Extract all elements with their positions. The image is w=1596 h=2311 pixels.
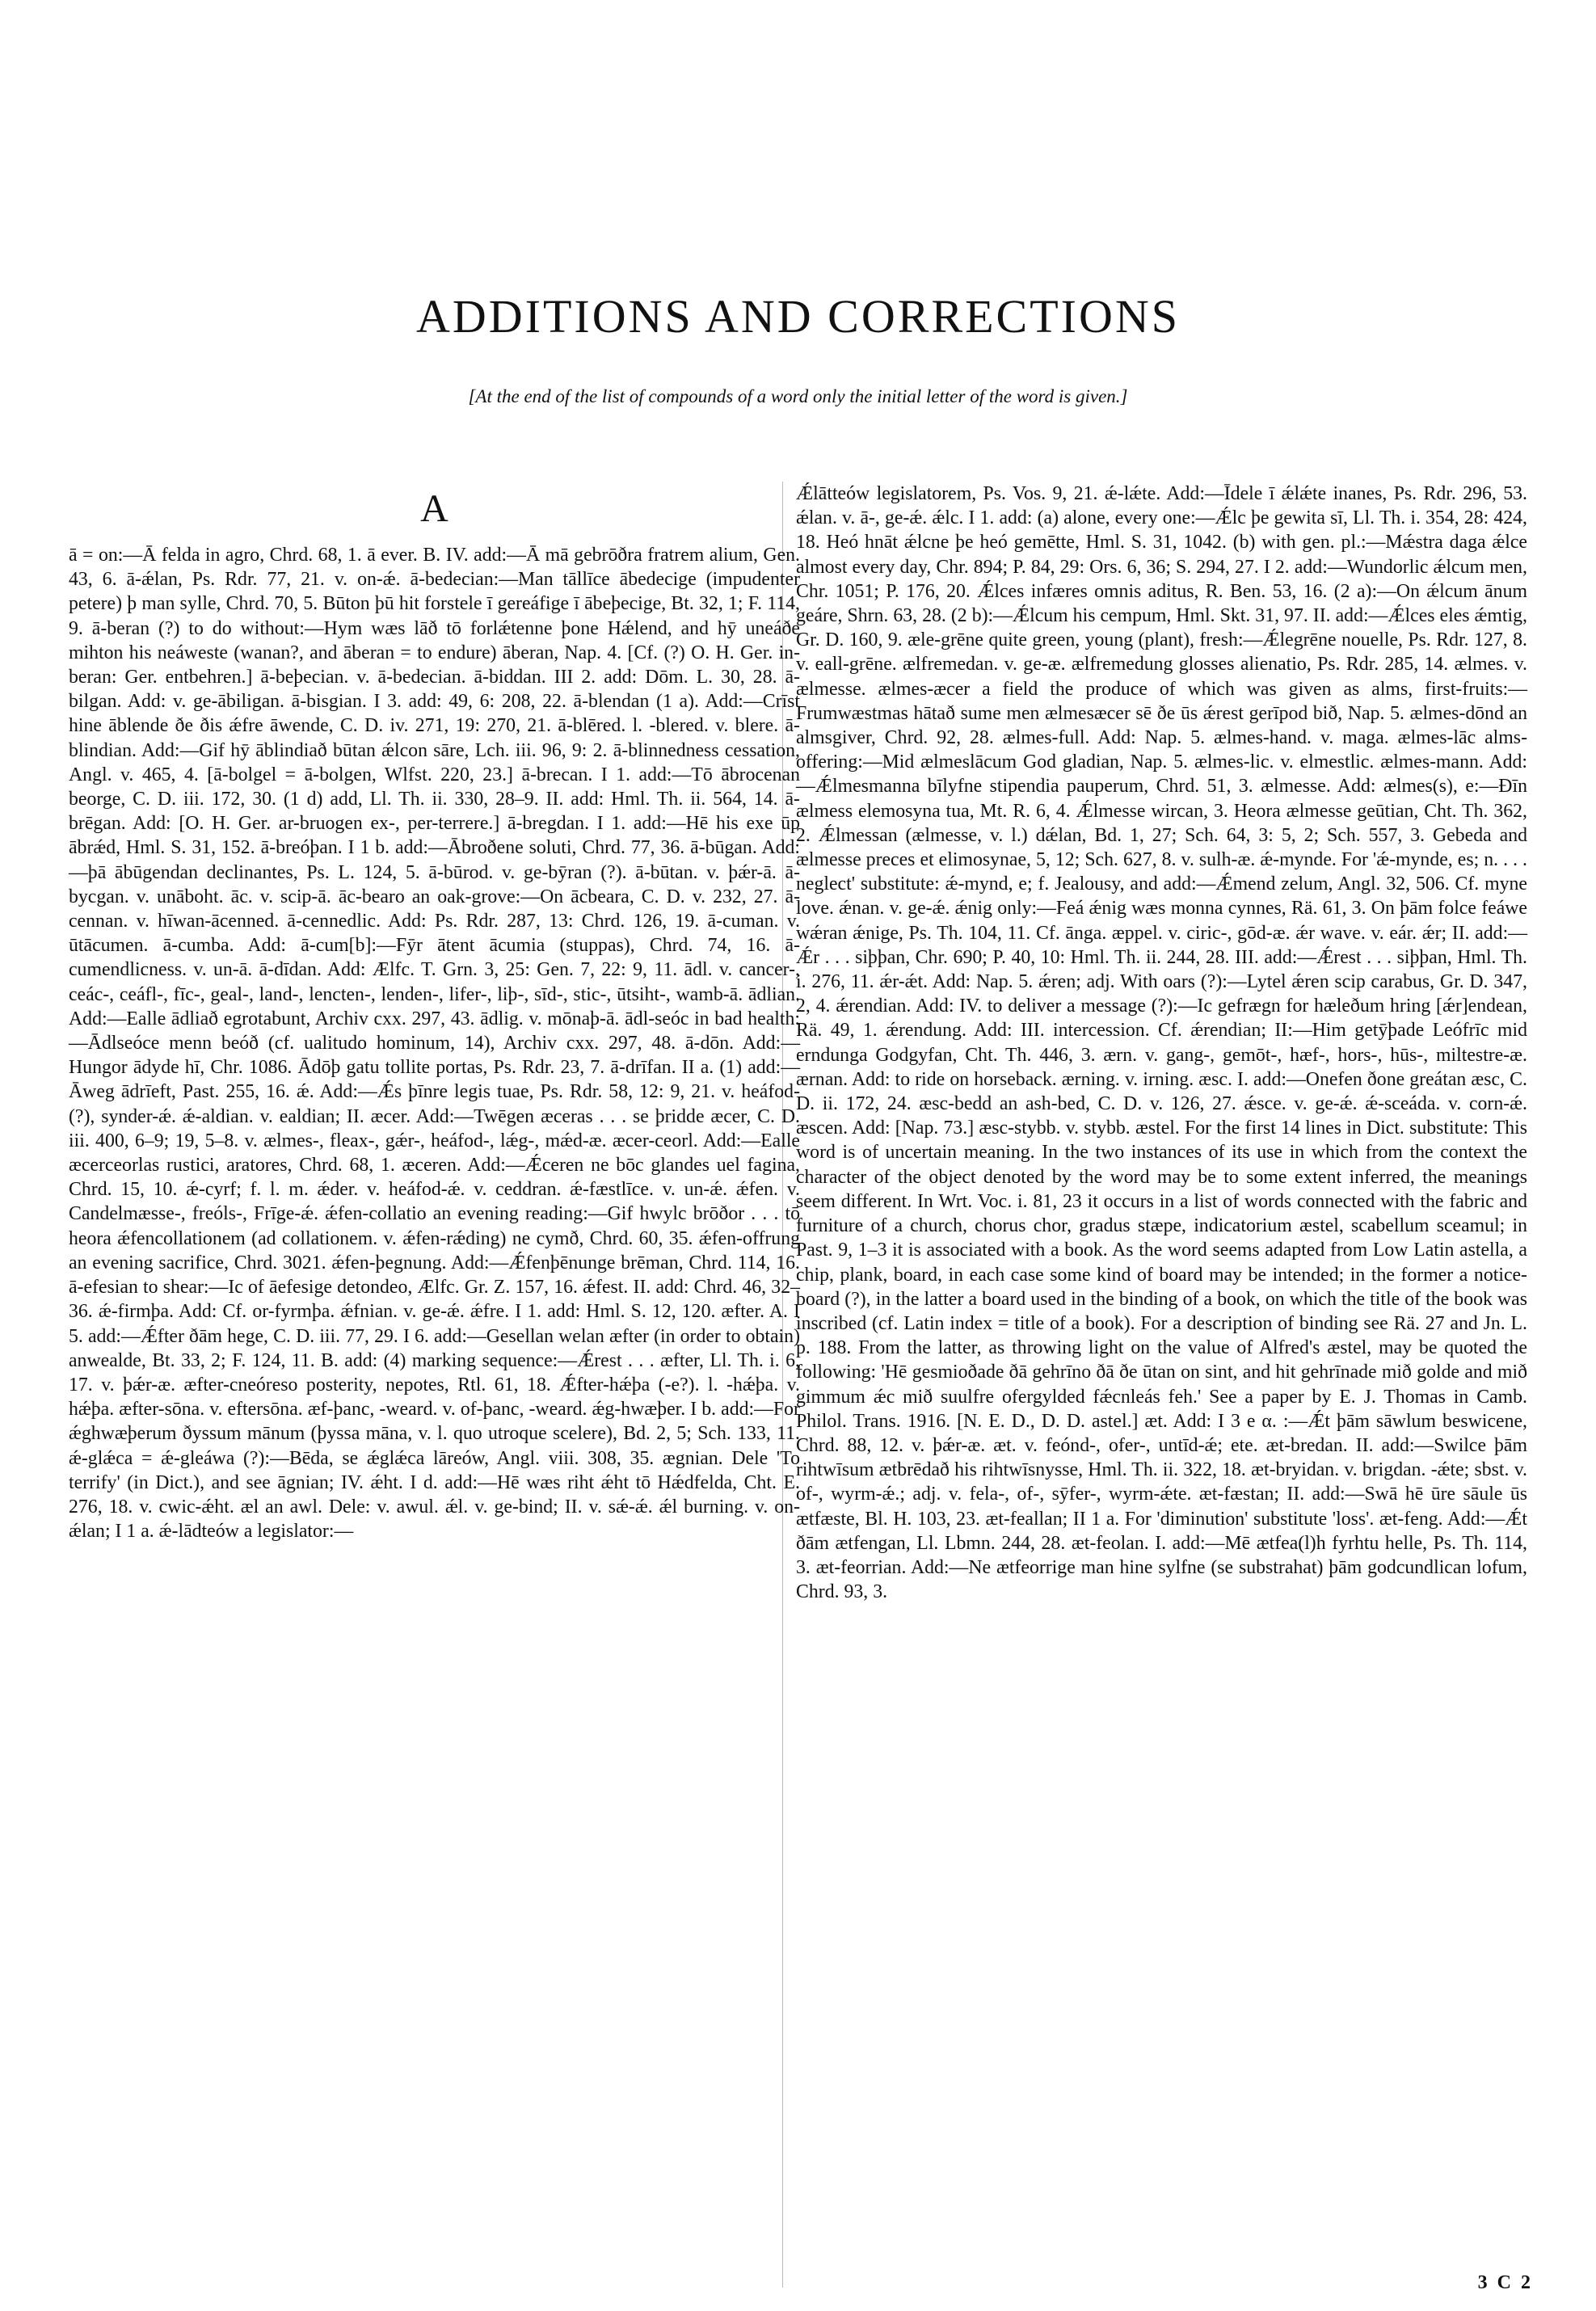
signature-mark: 3 C 2 (1477, 2272, 1533, 2293)
left-column (69, 482, 800, 1543)
section-letter: A (420, 487, 448, 530)
page-title: ADDITIONS AND CORRECTIONS (415, 290, 1181, 343)
right-column-text: Ǽlātteów legislatorem, Ps. Vos. 9, 21. ǽ-lǽte. Add:—Īdele ī ǽlǽte inanes, Ps. Rdr. 296, 53. ǽlan. v. ā-, ge-ǽ. ǽlc. I 1. add: (a) alone, every one:—Ǽlc þe gewita sī, Ll. Th. i. 354, 28: 424, 18. Heó hnāt ǽlcne þe heó gemētte, Hml. S. 31, 1042. (b) with gen. pl.:—Mǽstra daga ǽlce almost every day, Chr. 894; P. 84, 29: Ors. 6, 36; S. 294, 27. I 2. add:—Wundorlic ǽlcum men, Chr. 1051; P. 176, 20. Ǽlces infæres omnis aditus, R. Ben. 53, 16. (2 a):—On ǽlcum ānum geáre, Shrn. 63, 28. (2 b):—Ǽlcum his cempum, Hml. Skt. 31, 97. II. add:—Ǽlces eles ǽmtig, Gr. D. 160, 9. æle-grēne quite green, young (plant), fresh:—Ǽlegrēne nouelle, Ps. Rdr. 127, 8. v. eall-grēne. ælfremedan. v. ge-æ. ælfremedung glosses alienatio, Ps. Rdr. 285, 14. ælmes. v. ælmesse. ælmes-æcer a field the produce of which was given as alms, first-fruits:—Frumwæstmas hātað sume men ælmesæcer sē ðe ūs ǽrest gerīpod bið, Nap. 5. ælmes-dōnd an almsgiver, Chrd. 92, 28. ælmes-full. Add: Nap. 5. ælmes-hand. v. maga. ælmes-lāc alms-offering:—Mid ælmeslācum God gladian, Nap. 5. ælmes-lic. v. elmestlic. ælmes-mann. Add:—Ǽlmesmanna bīlyfne stipendia pauperum, Chrd. 51, 3. ælmesse. Add: ælmes(s), e:—Ðīn ælmess elemosyna tua, Mt. R. 6, 4. Ǽlmesse wircan, 3. Heora ælmesse geūtian, Cht. Th. 362, 2. Ǽlmessan (ælmesse, v. l.) dǽlan, Bd. 1, 27; Sch. 64, 3: 5, 2; Sch. 557, 3. Gebeda and ælmesse preces et elimosynae, 5, 12; Sch. 627, 8. v. sulh-æ. ǽ-mynde. For 'ǽ-mynde, es; n. . . . neglect' substitute: ǽ-mynd, e; f. Jealousy, and add:—Ǽmend zelum, Angl. 32, 506. Cf. myne love. ǽnan. v. ge-ǽ. ǽnig only:—Feá ǽnig wæs monna cynnes, Rä. 61, 3. On þām folce feáwe wǽran ǽnige, Ps. Th. 104, 11. Cf. ānga. æppel. v. ciric-, gōd-æ. ǽr wave. v. eár. ǽr; II. add:—Ǽr . . . siþþan, Chr. 690; P. 40, 10: Hml. Th. ii. 244, 28. III. add:—Ǽrest . . . siþþan, Hml. Th. i. 276, 11. ǽr-ǽt. Add: Nap. 5. ǽren; adj. With oars (?):—Lytel ǽren scip carabus, Gr. D. 347, 2, 4. ǽrendian. Add: IV. to deliver a message (?):—Ic gefrægn for hæleðum hring [ǽr]endean, Rä. 49, 1. ǽrendung. Add: III. intercession. Cf. ǽrendian; II:—Him getȳþade Leófrīc mid erndunga Godgyfan, Cht. Th. 446, 3. ærn. v. gang-, gemōt-, hæf-, hors-, hūs-, miltestre-æ. ærnan. Add: to ride on horseback. ærning. v. irning. æsc. I. add:—Onefen ðone greátan æsc, C. D. ii. 172, 24. æsc-bedd an ash-bed, C. D. v. 126, 27. ǽsce. v. ge-ǽ. ǽ-sceáda. v. corn-ǽ. æscen. Add: [Nap. 73.] æsc-stybb. v. stybb. æstel. For the first 14 lines in Dict. substitute: This word is of uncertain meaning. In the two instances of its use in which from the context the character of the object denoted by the word may be to some extent inferred, the meanings seem different. In Wrt. Voc. i. 81, 23 it occurs in a list of words connected with the fabric and furniture of a church, chorus chor, gradus stæpe, indicatorium æstel, scabellum sceamul; in Past. 9, 1–3 it is associated with a book. As the word seems adapted from Low Latin astella, a chip, plank, board, in each case some kind of board may be intended; in the former a notice-board (?), in the latter a board used in the binding of a book, on which the title of the book was inscribed (cf. Latin index = title of a book). For a description of binding see Rä. 27 and Jn. L. p. 188. From the latter, as throwing light on the value of Alfred's æstel, may be quoted the following: 'Hē gesmioðade ðā gehrīno ðā ðe ūtan on sint, and hit gehrīnade mið golde and mið gimmum ǽc mið suulfre ofergylded fǽcnleás feh.' See a paper by E. J. Thomas in Camb. Philol. Trans. 1916. [N. E. D., D. D. astel.] æt. Add: I 3 e α. :—Ǽt þām sāwlum beswicene, Chrd. 88, 12. v. þǽr-æ. æt. v. feónd-, ofer-, untīd-ǽ; ete. æt-bredan. II. add:—Swilce þām rihtwīsum ætbrēdað his rihtwīsnysse, Hml. Th. ii. 322, 18. æt-bryidan. v. brigdan. -ǽte; sbst. v. of-, wyrm-ǽ.; adj. v. fela-, of-, sȳfer-, wyrm-ǽte. æt-fæstan; II. add:—Swā hē ūre sāule ūs ætfæste, Bl. H. 103, 23. æt-feallan; II 1 a. For 'diminution' substitute 'loss'. æt-feng. Add:—Ǽt ðām ætfengan, Ll. Lbmn. 244, 28. æt-feolan. I. add:—Mē ætfea(l)h fyrhtu helle, Ps. Th. 114, 3. æt-feorrian. Add:—Ne ætfeorrige man hine sylfne (se substrahat) þām godcundlican lofum, Chrd. 93, 3. (796, 483, 1527, 1603)
left-column-text: ā = on:—Ā felda in agro, Chrd. 68, 1. ā ever. B. IV. add:—Ā mā gebrōðra fratrem alium, Gen. 43, 6. ā-ǽlan, Ps. Rdr. 77, 21. v. on-ǽ. ā-bedecian:—Man tāllīce ābedecige (impudenter petere) þ man sylle, Chrd. 70, 5. Būton þū hit forstele ī gereáfige ī ābeþecige, Bt. 32, 1; F. 114, 9. ā-beran (?) to do without:—Hym wæs lāð tō forlǽtenne þone Hǽlend, and hȳ uneáðe mihton his neáweste (wanan?, and āberan = to endure) āberan, Nap. 4. [Cf. (?) O. H. Ger. in-beran: Ger. entbehren.] ā-beþecian. v. ā-bedecian. ā-biddan. III 2. add: Dōm. L. 30, 28. ā-bilgan. Add: v. ge-ābiligan. ā-bisgian. I 3. add: 49, 6: 208, 22. ā-blendan (1 a). Add:—Crīst hine āblende ðe ðis ǽfre āwende, C. D. iv. 271, 19: 270, 21. ā-blēred. l. -blered. v. blere. ā-blindian. Add:—Gif hȳ āblindiað būtan ǽlcon sāre, Lch. iii. 96, 9: 2. ā-blinnedness cessation, Angl. v. 465, 4. [ā-bolgel = ā-bolgen, Wlfst. 220, 23.] ā-brecan. I 1. add:—Tō ābrocenan beorge, C. D. iii. 172, 30. (1 d) add, Ll. Th. ii. 330, 28–9. II. add: Hml. Th. ii. 564, 14. ā-brēgan. Add: [O. H. Ger. ar-bruogen ex-, per-terrere.] ā-bregdan. I 1. add:—Hē his exe ūp ābrǽd, Hml. S. 31, 152. ā-breóþan. I 1 b. add:—Ābroðene soluti, Chrd. 77, 36. ā-būgan. Add:—þā ābūgendan declinantes, Ps. L. 124, 5. ā-būrod. v. ge-bȳran (?). ā-būtan. v. þǽr-ā. ā-bycgan. v. unāboht. āc. v. scip-ā. āc-bearo an oak-grove:—On ācbeara, C. D. v. 232, 27. ā-cennan. v. hīwan-ācenned. ā-cennedlic. Add: Ps. Rdr. 287, 13: Chrd. 126, 19. ā-cuman. v. ūtācumen. ā-cumba. Add: ā-cum[b]:—Fȳr ātent ācumia (stuppas), Chrd. 74, 16. ā-cumendlicness. v. un-ā. ā-dīdan. Add: Ælfc. T. Grn. 3, 25: Gen. 7, 22: 9, 11. ādl. v. cancer-, ceác-, ceáfl-, fīc-, geal-, land-, lencten-, lenden-, lifer-, liþ-, sīd-, stic-, ūtsiht-, wamb-ā. ādlian. Add:—Ealle ādliað egrotabunt, Archiv cxx. 297, 43. ādlig. v. mōnaþ-ā. ādl-seóc in bad health:—Ādlseóce menn beóð (cf. ualitudo hominum, 14), Archiv cxx. 297, 48. ā-dōn. Add:—Hungor ādyde hī, Chr. 1086. Ādōþ gatu tollite portas, Ps. Rdr. 23, 7. ā-drīfan. II a. (1) add:—Āweg ādrīeft, Past. 255, 16. ǽ. Add:—Ǽs þīnre legis tuae, Ps. Rdr. 58, 12: 9, 21. v. heáfod- (?), synder-ǽ. ǽ-aldian. v. ealdian; II. æcer. Add:—Twēgen æceras . . . se þridde æcer, C. D. iii. 400, 6–9; 19, 5–8. v. ælmes-, fleax-, gǽr-, heáfod-, lǽg-, mǽd-æ. æcer-ceorl. Add:—Ealle æcerceorlas rustici, aratores, Chrd. 68, 1. æceren. Add:—Ǽceren ne bōc glandes uel fagina, Chrd. 15, 10. ǽ-cyrf; f. l. m. ǽder. v. heáfod-ǽ. v. ceddran. ǽ-fæstlīce. v. un-ǽ. ǽfen. v. Candelmæsse-, freóls-, Frīge-ǽ. ǽfen-collatio an evening reading:—Gif hwylc brōðor . . . tō heora ǽfencollationem (ad collationem. v. ǽfen-rǽding) ne cymð, Chrd. 60, 35. ǽfen-offrung an evening sacrifice, Chrd. 3021. ǽfen-þegnung. Add:—Ǽfenþēnunge brēman, Chrd. 114, 16. ā-efesian to shear:—Ic of āefesige detondeo, Ælfc. Gr. Z. 157, 16. ǽfest. II. add: Chrd. 46, 32–36. ǽ-firmþa. Add: Cf. or-fyrmþa. ǽfnian. v. ge-ǽ. ǽfre. I 1. add: Hml. S. 12, 120. æfter. A. I 5. add:—Ǽfter ðām hege, C. D. iii. 77, 29. I 6. add:—Gesellan welan æfter (in order to obtain) anwealde, Bt. 33, 2; F. 124, 11. B. add: (4) marking sequence:—Ǽrest . . . æfter, Ll. Th. i. 6, 17. v. þǽr-æ. æfter-cneóreso posterity, nepotes, Rtl. 61, 18. Ǽfter-hǽþa (-e?). l. -hǽþa. v. hǽþa. æfter-sōna. v. eftersōna. æf-þanc, -weard. v. of-þanc, -weard. ǽg-hwæþer. I b. add:—For ǽghwæþerum ðyssum mānum (þyssa māna, v. l. quo utroque scelere), Bd. 2, 5; Sch. 133, 11. ǽ-glǽca = ǽ-gleáwa (?):—Bēda, se ǽglǽca lāreów, Angl. viii. 308, 35. ægnian. Dele 'To terrify' (in Dict.), and see āgnian; IV. ǽht. I d. add:—Hē wæs riht ǽht tō Hǽdfelda, Cht. E. 276, 18. v. cwic-ǽht. æl an awl. Dele: v. awul. ǽl. v. ge-bind; II. v. sǽ-ǽ. ǽl burning. v. on-ǽlan; I 1 a. ǽ-lādteów a legislator:— (69, 545, 800, 1543)
right-column (796, 482, 1527, 1604)
editorial-note: [At the end of the list of compounds of a word only the initial letter of the word is given.] (468, 386, 1128, 406)
